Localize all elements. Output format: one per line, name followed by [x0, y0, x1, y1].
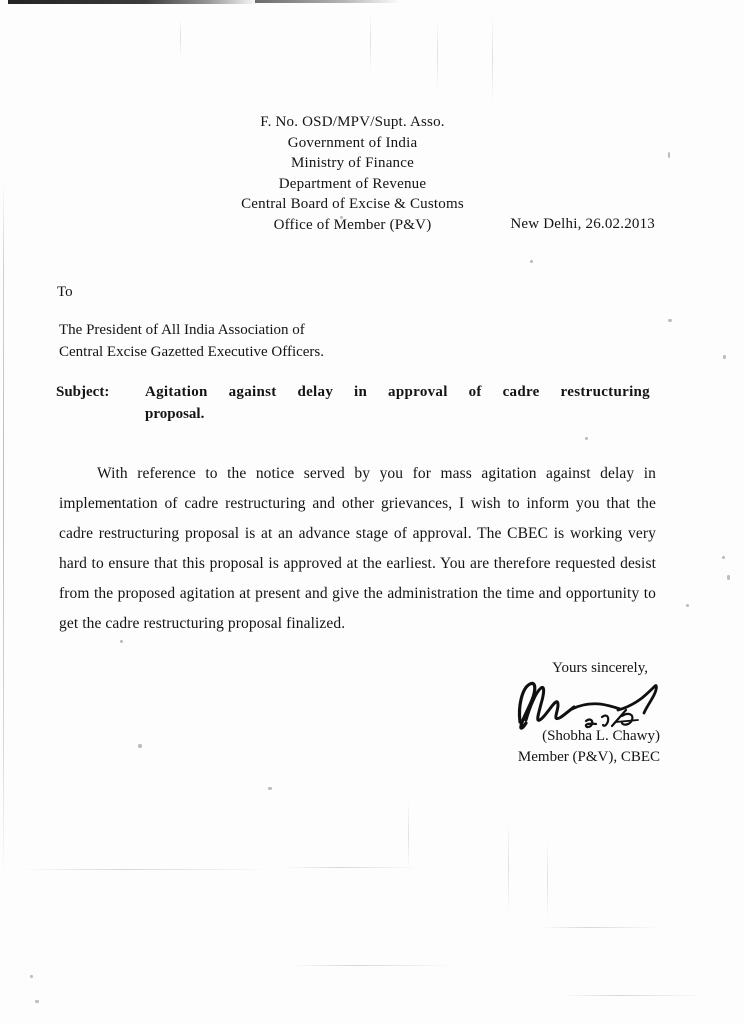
scan-streak	[290, 965, 455, 966]
letterhead-file-number: F. No. OSD/MPV/Supt. Asso.	[260, 114, 445, 130]
letterhead-office: Office of Member (P&V)	[273, 216, 432, 233]
scan-streak	[20, 869, 275, 870]
scan-speck	[35, 1000, 39, 1003]
scan-vertical-streak	[437, 20, 438, 90]
scan-speck	[585, 437, 588, 440]
scan-vertical-streak	[370, 12, 371, 72]
scan-streak	[560, 995, 705, 996]
subject-text	[145, 381, 650, 425]
subject-line-2: proposal.	[145, 406, 205, 422]
scan-speck	[30, 975, 33, 978]
scan-speck	[686, 604, 689, 607]
scan-speck	[668, 319, 672, 322]
letterhead-board: Central Board of Excise & Customs	[241, 196, 464, 212]
scan-streak	[285, 867, 420, 868]
scan-vertical-streak	[508, 820, 509, 915]
signature-block	[0, 726, 660, 768]
signer-designation: Member (P&V), CBEC	[517, 749, 660, 765]
scan-speck	[722, 556, 725, 559]
scan-vertical-streak	[547, 840, 548, 920]
scan-vertical-streak	[408, 800, 409, 870]
subject-label: Subject:	[56, 384, 110, 400]
to-label: To	[57, 284, 73, 300]
dateline: New Delhi, 26.02.2013	[510, 216, 655, 232]
addressee-line-2: Central Excise Gazetted Executive Officers.	[59, 343, 325, 360]
scan-streak	[540, 927, 660, 928]
scan-speck	[723, 355, 726, 359]
subject-row	[56, 381, 650, 425]
scan-speck	[727, 575, 730, 580]
subject-line-1: Agitation against delay in approval of cadre restructuring	[145, 384, 650, 400]
scan-vertical-streak	[492, 14, 493, 104]
scan-vertical-streak	[180, 18, 181, 58]
scan-edge-artifact-secondary	[255, 0, 400, 3]
scan-left-margin-line	[3, 180, 4, 880]
addressee-block	[59, 320, 324, 363]
addressee-line-1: The President of All India Association of	[59, 322, 305, 338]
scan-speck	[268, 787, 272, 790]
closing-salutation: Yours sincerely,	[552, 660, 648, 676]
letterhead-government: Government of India	[287, 134, 418, 151]
signer-name: (Shobha L. Chawy)	[542, 728, 660, 744]
scan-speck	[120, 640, 123, 643]
letterhead-ministry: Ministry of Finance	[291, 155, 414, 171]
scan-edge-artifact	[8, 0, 258, 4]
scan-speck	[530, 260, 533, 263]
letterhead-department: Department of Revenue	[278, 175, 427, 192]
letter-body: With reference to the notice served by you for mass agitation against delay in implementation of cadre restructuring and other grievances, I wish to inform you that the cadre restructuring proposal is at an advance stage of approval. The CBEC is working very hard to ensure that this proposal is approved at the earliest. You are therefore requested desist from the proposed agitation at present and give the administration the time and opportunity to get the cadre restructuring proposal finalized.	[59, 465, 656, 632]
